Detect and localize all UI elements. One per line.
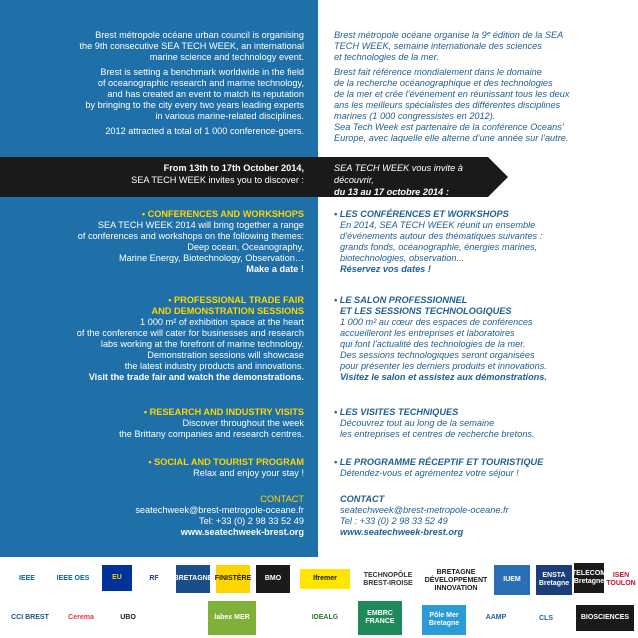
- intro-line: Brest métropole océane urban council is organising: [95, 30, 304, 40]
- banner-line: From 13th to 17th October 2014,: [163, 163, 304, 173]
- french-conferences: [334, 209, 629, 275]
- english-contact: [14, 494, 304, 538]
- body-line: qui font l’actualité des technologies de la mer.: [340, 339, 526, 349]
- body-line: 1 000 m² au cœur des espaces de conférences: [340, 317, 533, 327]
- body-line: Détendez-vous et agrémentez votre séjour !: [340, 468, 519, 478]
- english-social: [14, 457, 304, 479]
- intro-line: TECH WEEK, semaine internationale des sciences: [334, 41, 542, 51]
- body-line: En 2014, SEA TECH WEEK réunit un ensemble: [340, 220, 536, 230]
- section-heading: • LES CONFÉRENCES ET WORKSHOPS: [334, 209, 509, 219]
- body-line: grands fonds, océanographie, énergies marines,: [340, 242, 538, 252]
- body-line: Des sessions technologiques seront organisées: [340, 350, 535, 360]
- french-banner: [318, 157, 488, 197]
- english-intro: [14, 30, 304, 137]
- contact-email[interactable]: seatechweek@brest-metropole-oceane.fr: [340, 505, 509, 515]
- partner-logo: ENSTA Bretagne: [536, 565, 572, 595]
- partner-logo: TELECOM Bretagne: [574, 563, 604, 593]
- intro-line: in various marine-related disciplines.: [155, 111, 304, 121]
- intro-line: by bringing to the city every two years leading experts: [85, 100, 304, 110]
- body-line: Découvrez tout au long de la semaine: [340, 418, 495, 428]
- intro-line: et technologies de la mer.: [334, 52, 439, 62]
- call-to-action: Réservez vos dates !: [340, 264, 431, 274]
- partner-logo: BRETAGNE: [176, 565, 210, 593]
- contact-website[interactable]: www.seatechweek-brest.org: [180, 527, 304, 537]
- body-line: les entreprises et centres de recherche bretons.: [340, 429, 535, 439]
- section-heading: • CONFERENCES AND WORKSHOPS: [141, 209, 304, 219]
- body-line: pour présenter les derniers produits et innovations.: [340, 361, 547, 371]
- body-line: accueilleront les entreprises et laboratoires: [340, 328, 515, 338]
- body-line: of the conference will cater for businesses and research: [76, 328, 304, 338]
- english-banner: [0, 157, 318, 197]
- partner-logo: BRETAGNE DÉVELOPPEMENT INNOVATION: [424, 563, 488, 599]
- partner-logo: RF: [140, 565, 168, 593]
- partner-logo: EU: [102, 565, 132, 591]
- partner-logo: IUEM: [494, 565, 530, 595]
- body-line: Marine Energy, Biotechnology, Observation…: [118, 253, 304, 263]
- contact-heading: CONTACT: [340, 494, 385, 504]
- intro-line: de la recherche océanographique et des technologies: [334, 78, 553, 88]
- body-line: 1 000 m² of exhibition space at the heart: [140, 317, 304, 327]
- partner-logo: BMO: [256, 565, 290, 593]
- french-social: [334, 457, 629, 479]
- section-heading: • LE SALON PROFESSIONNEL: [334, 295, 468, 305]
- intro-line: de la mer et crée l’événement en réunissant tous les deux: [334, 89, 570, 99]
- body-line: of conferences and workshops on the following themes:: [77, 231, 304, 241]
- body-line: labs working at the forefront of marine technology.: [100, 339, 304, 349]
- intro-line: Brest fait référence mondialement dans le domaine: [334, 67, 542, 77]
- section-heading: ET LES SESSIONS TECHNOLOGIQUES: [340, 306, 512, 316]
- body-line: the latest industry products and innovations.: [124, 361, 304, 371]
- banner-line: du 13 au 17 octobre 2014 :: [334, 187, 449, 197]
- call-to-action: Visitez le salon et assistez aux démonstrations.: [340, 372, 547, 382]
- intro-line: ans les meilleurs spécialistes des différentes disciplines: [334, 100, 561, 110]
- partner-logo: CCI BREST: [8, 605, 52, 631]
- partner-logo: EMBRC FRANCE: [358, 601, 402, 635]
- partner-logo: BIOSCIENCES: [576, 605, 634, 631]
- intro-line: Sea Tech Week est partenaire de la conférence Oceans’: [334, 122, 564, 132]
- partner-logo: Pôle Mer Bretagne: [422, 605, 466, 635]
- section-heading: • LES VISITES TECHNIQUES: [334, 407, 459, 417]
- english-conferences: [14, 209, 304, 275]
- partner-logo: Cerema: [58, 605, 104, 631]
- intro-line: marine science and technology event.: [149, 52, 304, 62]
- call-to-action: Make a date !: [246, 264, 304, 274]
- body-line: Demonstration sessions will showcase: [147, 350, 304, 360]
- section-heading: AND DEMONSTRATION SESSIONS: [151, 306, 304, 316]
- english-trade-fair: [14, 295, 304, 383]
- contact-heading: CONTACT: [260, 494, 304, 504]
- partner-logo: UBO: [110, 605, 146, 631]
- body-line: d’événements autour des thématiques suivantes :: [340, 231, 543, 241]
- body-line: the Brittany companies and research centres.: [119, 429, 304, 439]
- banner-line: SEA TECH WEEK vous invite à découvrir,: [334, 163, 463, 185]
- partner-logo: IEEE: [8, 565, 46, 593]
- contact-website[interactable]: www.seatechweek-brest.org: [340, 527, 464, 537]
- contact-phone: Tel : +33 (0) 2 98 33 52 49: [340, 516, 448, 526]
- call-to-action: Visit the trade fair and watch the demonstrations.: [88, 372, 304, 382]
- intro-line: marines (1 000 congressistes en 2012).: [334, 111, 496, 121]
- body-line: SEA TECH WEEK 2014 will bring together a range: [97, 220, 304, 230]
- partner-logo: CLS: [524, 605, 568, 633]
- intro-line: the 9th consecutive SEA TECH WEEK, an international: [79, 41, 304, 51]
- body-line: biotechnologies, observation...: [340, 253, 465, 263]
- partner-logo: ISEN TOULON: [606, 565, 636, 595]
- body-line: Relax and enjoy your stay !: [193, 468, 304, 478]
- partner-logo: TECHNOPÔLE BREST-IROISE: [358, 563, 418, 597]
- section-heading: • LE PROGRAMME RÉCEPTIF ET TOURISTIQUE: [334, 457, 544, 467]
- intro-line: Brest métropole océane organise la 9ᵉ édition de la SEA: [334, 30, 564, 40]
- intro-line: Brest is setting a benchmark worldwide in the field: [100, 67, 304, 77]
- partner-logo: IEEE OES: [56, 565, 90, 593]
- french-column: [318, 0, 638, 557]
- french-contact: [334, 494, 629, 538]
- section-heading: • RESEARCH AND INDUSTRY VISITS: [143, 407, 304, 417]
- section-heading: • SOCIAL AND TOURIST PROGRAM: [148, 457, 304, 467]
- french-intro: [334, 30, 629, 144]
- partner-logo: labex MER: [208, 601, 256, 635]
- contact-email[interactable]: seatechweek@brest-metropole-oceane.fr: [135, 505, 304, 515]
- partner-logo: AAMP: [476, 605, 516, 631]
- english-column: [0, 0, 318, 557]
- english-visits: [14, 407, 304, 440]
- partner-logo: IDEALG: [296, 605, 354, 631]
- partner-logo: FINISTÈRE: [216, 565, 250, 593]
- intro-line: Europe, avec laquelle elle alterne d’une année sur l’autre.: [334, 133, 569, 143]
- body-line: Deep ocean, Oceanography,: [187, 242, 304, 252]
- contact-phone: Tel: +33 (0) 2 98 33 52 49: [199, 516, 304, 526]
- partner-logo: Ifremer: [300, 569, 350, 589]
- intro-line: and has created an event to match its reputation: [107, 89, 304, 99]
- partner-logos: [0, 557, 638, 638]
- intro-line: 2012 attracted a total of 1 000 conference-goers.: [105, 126, 304, 136]
- body-line: Discover throughout the week: [182, 418, 304, 428]
- banner-line: SEA TECH WEEK invites you to discover :: [131, 175, 304, 185]
- french-visits: [334, 407, 629, 440]
- french-trade-fair: [334, 295, 629, 383]
- section-heading: • PROFESSIONAL TRADE FAIR: [168, 295, 304, 305]
- intro-line: of oceanographic research and marine technology,: [97, 78, 304, 88]
